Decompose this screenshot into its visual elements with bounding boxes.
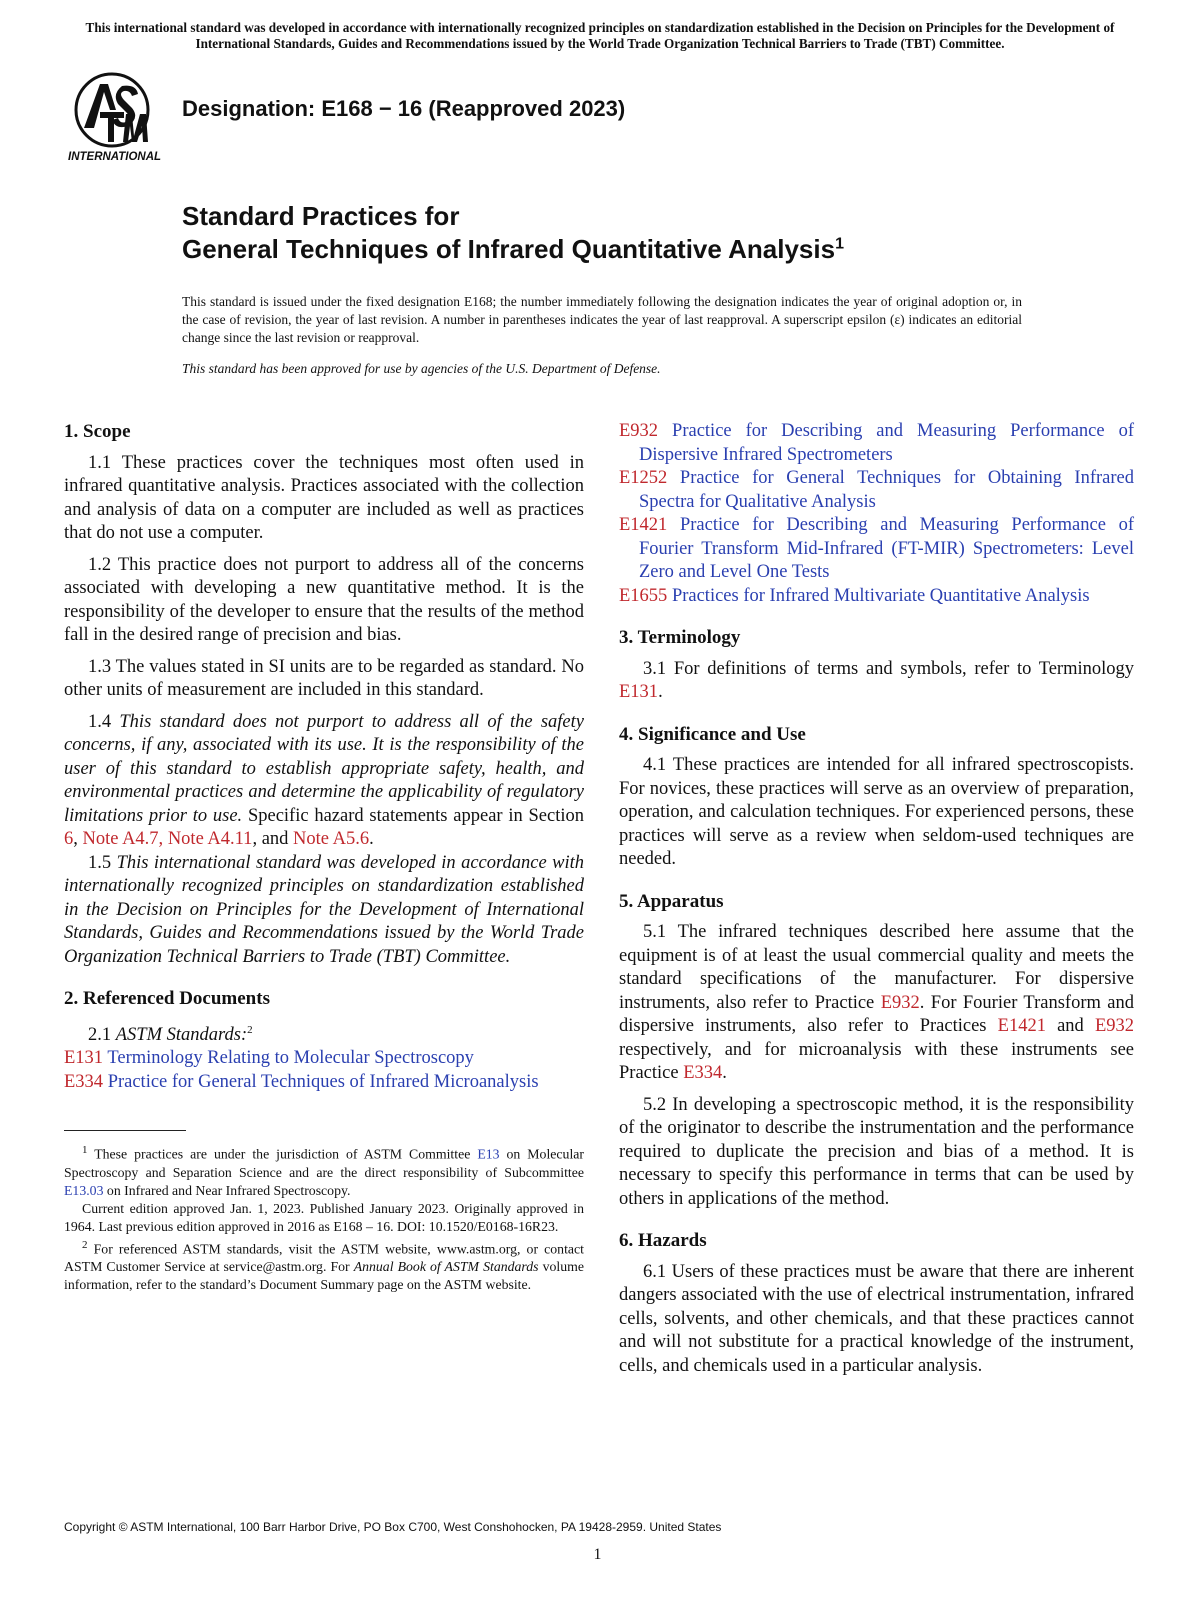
- paragraph-1-4: 1.4 This standard does not purport to address all of the safety concerns, if any, associated with its use. It is the responsibility of the user of this standard to establish appropriate safety, health, and environmental practices and determine the applicability of regulatory limitations prior to use. Specific hazard statements appear in Section 6, Note A4.7, Note A4.11, and Note A5.6.: [64, 711, 584, 849]
- footnote-2: $^2$ For referenced ASTM standards, visit the ASTM website, www.astm.org, or contact ASTM Customer Service at service@astm.org. For Annual Book of ASTM Standards volume information, refer to the standard’s Document Summary page on the ASTM website.: [64, 1238, 584, 1293]
- paragraph-1-5: 1.5 This international standard was developed in accordance with internationally recognized principles on standardization established in the Decision on Principles for the Development of International Standards, Guides and Recommendations issued by the World Trade Organization Technical Barriers to Trade (TBT) Committee.: [64, 852, 585, 967]
- section-heading-terminology: 3. Terminology: [619, 627, 741, 648]
- title-line-1: Standard Practices for: [182, 201, 460, 231]
- footnote-1-edition: Current edition approved Jan. 1, 2023. Published January 2023. Originally approved in 1964. Last previous edition approved in 2016 as E168 – 16. DOI: 10.1520/E0168-16R23.: [64, 1200, 584, 1234]
- dod-approval-note: This standard has been approved for use by agencies of the U.S. Department of Defense.: [182, 361, 661, 376]
- link-section-6[interactable]: 6: [64, 829, 74, 849]
- reference-e334[interactable]: E334 Practice for General Techniques of Infrared Microanalysis: [64, 1071, 539, 1092]
- link-e13-03[interactable]: E13.03: [64, 1182, 104, 1198]
- reference-e1421[interactable]: E1421 Practice for Describing and Measuring Performance of Fourier Transform Mid-Infrared (FT-MIR) Spectrometers: Level Zero and Level One Tests: [619, 515, 1134, 582]
- link-e1421[interactable]: E1421: [997, 1016, 1046, 1036]
- left-column: [64, 420, 584, 1294]
- reference-e131[interactable]: E131 Terminology Relating to Molecular Spectroscopy: [64, 1048, 474, 1069]
- footnote-1: $^1$ These practices are under the jurisdiction of ASTM Committee E13 on Molecular Spectroscopy and Separation Science and are the direct responsibility of Subcommittee E13.03 on Infrared and Near Infrared Spectroscopy.: [64, 1144, 584, 1198]
- designation: Designation: E168 − 16 (Reapproved 2023): [182, 96, 626, 121]
- link-e13[interactable]: E13: [477, 1146, 500, 1162]
- reference-list-continued: [619, 420, 1134, 608]
- section-heading-hazards: 6. Hazards: [619, 1230, 707, 1251]
- wto-notice: This international standard was developed in accordance with internationally recognized principles on standardization established in the Decision on Principles for the Development of International Standards, Guides and Recommendations issued by the World Trade Organization Technical Barriers to Trade (TBT) Committee.: [85, 20, 1115, 51]
- section-heading-scope: 1. Scope: [64, 421, 131, 442]
- section-heading-apparatus: 5. Apparatus: [619, 890, 724, 912]
- page-number: 1: [593, 1546, 602, 1563]
- link-note-a4-11[interactable]: Note A4.11: [167, 829, 253, 849]
- paragraph-4-1: 4.1 These practices are intended for all infrared spectroscopists. For novices, these practices will serve as an overview of preparation, operation, and calculation techniques. For experienced persons, these practices will serve as a review when seldom-used techniques are needed.: [619, 755, 1134, 869]
- link-note-a5-6[interactable]: Note A5.6: [293, 829, 370, 849]
- title-footnote-mark: 1: [835, 235, 844, 253]
- astm-logo: [64, 70, 172, 166]
- paragraph-1-3: 1.3 The values stated in SI units are to be regarded as standard. No other units of measurement are included in this standard.: [64, 656, 584, 700]
- reference-e1252[interactable]: E1252 Practice for General Techniques for Obtaining Infrared Spectra for Qualitative Analysis: [619, 468, 1134, 512]
- paragraph-3-1: 3.1 For definitions of terms and symbols, refer to Terminology E131.: [619, 658, 1134, 702]
- footnote-divider: [64, 1130, 186, 1131]
- paragraph-5-1: 5.1 The infrared techniques described here assume that the equipment is of at least the usual commercial quality and meets the standard specifications of the manufacturer. For dispersive instruments, also refer to Practice E932. For Fourier Transform and dispersive instruments, also refer to Practices E1421 and E932 respectively, and for microanalysis with these instruments see Practice E334.: [619, 922, 1134, 1083]
- issuance-note: This standard is issued under the fixed designation E168; the number immediately following the designation indicates the year of original adoption or, in the case of revision, the year of last revision. A number in parentheses indicates the year of last reapproval. A superscript epsilon (ε) indicates an editorial change since the last revision or reapproval.: [182, 294, 1022, 345]
- svg-text:INTERNATIONAL: INTERNATIONAL: [68, 151, 162, 163]
- paragraph-1-1: 1.1 These practices cover the techniques most often used in infrared quantitative analysis. Practices associated with the collection and analysis of data on a computer are included as well as practices that do not use a computer.: [64, 452, 584, 543]
- title-line-2: General Techniques of Infrared Quantitative Analysis$^1$: [182, 234, 844, 264]
- link-e334[interactable]: E334: [683, 1063, 723, 1083]
- link-e932[interactable]: E932: [880, 992, 920, 1013]
- paragraph-6-1: 6.1 Users of these practices must be aware that there are inherent dangers associated with the use of electrical instrumentation, infrared cells, solvents, and other chemicals, and that these practices cannot and will not substitute for a practical knowledge of the instrument, cells, and chemicals used in a particular analysis.: [619, 1261, 1134, 1376]
- right-column: [619, 420, 1134, 1386]
- section-heading-significance: 4. Significance and Use: [619, 723, 806, 745]
- document-title: [182, 200, 844, 266]
- paragraph-1-2: 1.2 This practice does not purport to address all of the concerns associated with developing a new quantitative method. It is the responsibility of the developer to ensure that the results of the method fall in the desired range of precision and bias.: [64, 554, 584, 645]
- reference-e932[interactable]: E932 Practice for Describing and Measuring Performance of Dispersive Infrared Spectrometers: [619, 421, 1134, 465]
- copyright-notice: Copyright © ASTM International, 100 Barr Harbor Drive, PO Box C700, West Conshohocken, PA 19428-2959. United States: [64, 1520, 722, 1534]
- paragraph-5-2: 5.2 In developing a spectroscopic method, it is the responsibility of the originator to describe the instrumentation and the performance required to duplicate the precision and bias of a method. It is necessary to specify this performance in terms that can be used by others in applications of the method.: [619, 1094, 1134, 1209]
- link-e932-second[interactable]: E932: [1094, 1016, 1134, 1036]
- link-note-a4-7[interactable]: Note A4.7,: [82, 829, 164, 849]
- link-e131[interactable]: E131: [619, 682, 659, 702]
- section-heading-referenced-documents: 2. Referenced Documents: [64, 988, 270, 1009]
- reference-e1655[interactable]: E1655 Practices for Infrared Multivariate Quantitative Analysis: [619, 585, 1090, 606]
- paragraph-2-1: 2.1 ASTM Standards:$^2$: [88, 1023, 253, 1045]
